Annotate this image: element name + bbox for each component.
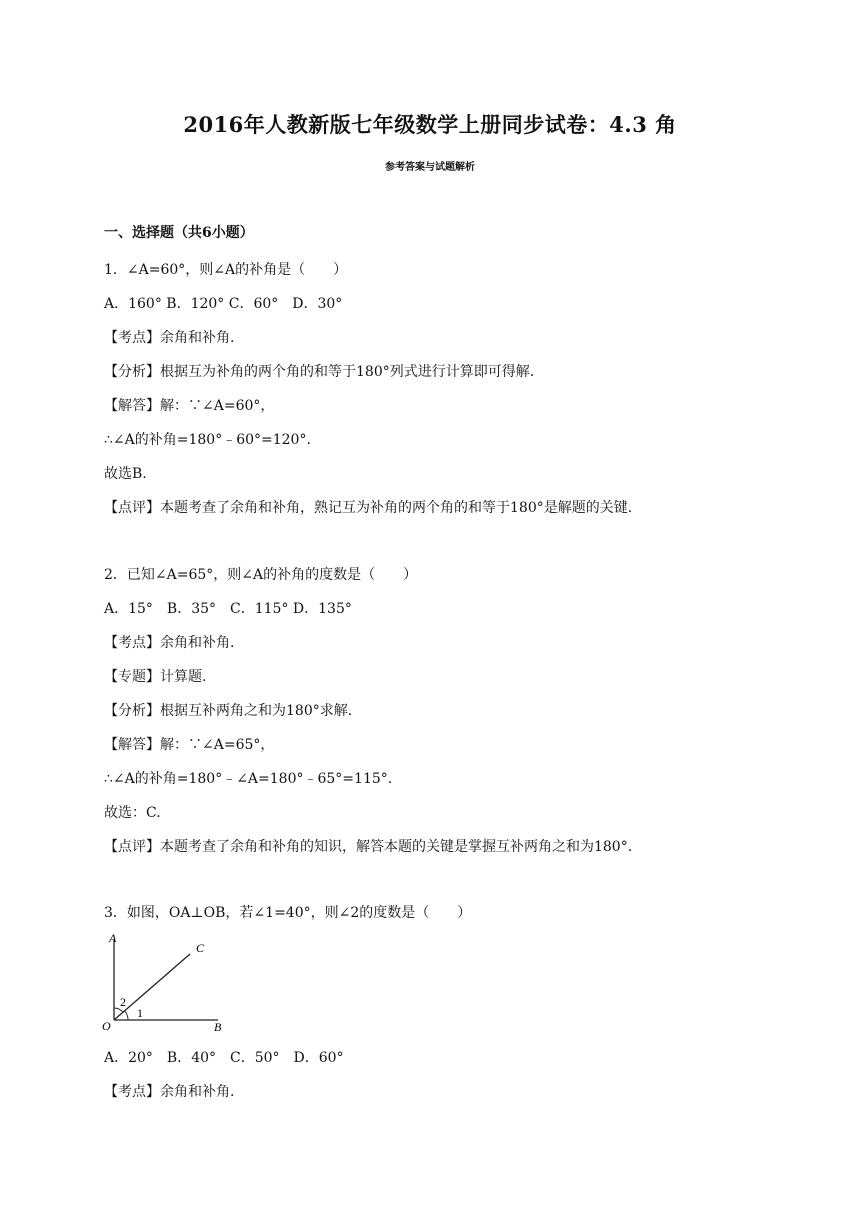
q2-jieda: 【解答】解：∵∠A=65°， xyxy=(104,737,275,753)
q2-answer: 故选：C. xyxy=(104,805,161,821)
document-title: 2016年人教新版七年级数学上册同步试卷：4.3 角 xyxy=(183,112,677,137)
q1-answer: 故选B. xyxy=(104,466,147,482)
label-b: B xyxy=(214,1020,222,1034)
q1-calc: ∴∠A的补角=180°﹣60°=120°. xyxy=(104,432,311,448)
q1-kaodian: 【考点】余角和补角. xyxy=(104,330,235,346)
q2-stem: 2．已知∠A=65°，则∠A的补角的度数是（ ） xyxy=(104,567,418,583)
angle-figure xyxy=(100,928,240,1038)
q2-fenxi: 【分析】根据互补两角之和为180°求解. xyxy=(104,703,353,719)
ray-oc xyxy=(114,954,190,1020)
label-angle-1: 1 xyxy=(137,1006,143,1020)
document-subtitle: 参考答案与试题解析 xyxy=(385,162,475,173)
q2-calc: ∴∠A的补角=180°﹣∠A=180°﹣65°=115°. xyxy=(104,771,393,787)
label-a: A xyxy=(109,931,117,945)
q2-zhuanti: 【专题】计算题. xyxy=(104,669,207,685)
q3-kaodian: 【考点】余角和补角. xyxy=(104,1084,235,1100)
section-heading: 一、选择题（共6小题） xyxy=(104,225,254,241)
q1-jieda: 【解答】解：∵∠A=60°， xyxy=(104,398,275,414)
q2-dianping: 【点评】本题考查了余角和补角的知识，解答本题的关键是掌握互补两角之和为180°. xyxy=(104,839,633,855)
q1-options: A．160° B．120° C．60° D．30° xyxy=(104,296,343,312)
q3-stem: 3．如图，OA⊥OB，若∠1=40°，则∠2的度数是（ ） xyxy=(104,905,472,921)
q1-stem: 1．∠A=60°，则∠A的补角是（ ） xyxy=(104,262,348,278)
q1-fenxi: 【分析】根据互为补角的两个角的和等于180°列式进行计算即可得解. xyxy=(104,364,535,380)
q3-options: A．20° B．40° C．50° D．60° xyxy=(104,1050,344,1066)
label-angle-2: 2 xyxy=(120,995,126,1009)
q1-dianping: 【点评】本题考查了余角和补角，熟记互为补角的两个角的和等于180°是解题的关键. xyxy=(104,500,633,516)
angle-arc-1 xyxy=(125,1011,128,1020)
label-o: O xyxy=(102,1019,111,1033)
q2-kaodian: 【考点】余角和补角. xyxy=(104,635,235,651)
label-c: C xyxy=(196,941,205,955)
q2-options: A．15° B．35° C．115° D．135° xyxy=(104,601,352,617)
